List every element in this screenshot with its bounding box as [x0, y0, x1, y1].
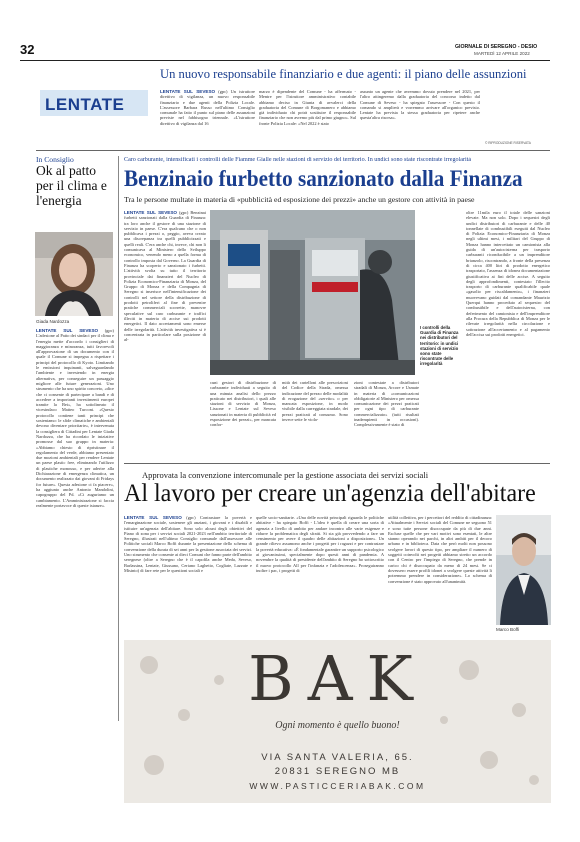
article3-kicker: Approvata la convenzione intercomunale per la gestione associata dei servizi sociali: [142, 470, 429, 480]
article1-bottom-rule: [36, 150, 550, 151]
article2-col5: oltre 11mila euro il totale delle sanzioni elevate. Ma non solo. Dopo i sequestri degli undici distributori di carburante e delle 40 tonnellate di combustibili eseguiti dal Nucleo di Polizia Economico-Finanziaria di Monza negli ultimi mesi, i militari del Gruppo di Monza hanno intercettato un camionista alla guida di un'autocisterna per trasporto carburanti riconducibile a un imprenditore brianzolo, riscontrando, a fronte della presenza di circa 400 litri di prodotto energetico trasportato, l'assenza di idonea documentazione giustificativa ai fini delle accise. A seguito degli approfondimenti, contestato l'illecito trasporto di carburante qualificabile quale «gasolio per riscaldamento», i finanzieri muovevano guidati dal comandante Maurizio Querqui hanno proceduto al sequestro del combustibile e dell'autocisterna, con deferimento del camionista e dell'imprenditore alla Procura della Repubblica di Monza per le rilevate irregolarità nella circolazione e sottrazione all'accertamento e al pagamento dell'accisa sui prodotti energetici.: [466, 210, 550, 337]
article2-subhead: Tra le persone multate in materia di «pubblicità ed esposizione dei prezzi» anche un gestore con attività in paese: [124, 195, 475, 204]
article1-credit: © RIPRODUZIONE RISERVATA: [485, 141, 531, 145]
article2-col3: mità dei cartelloni alle prescrizioni del Codice della Strada, omessa indicazione del prezzo delle modalità di erogazione del «servito» o per mancata esposizione, in modo visibile dalla carreggiata stradale, dei prezzi praticati al consumo. Sono invece sette le viola-: [282, 380, 348, 423]
fuel-pump-image: [210, 210, 415, 375]
bak-logo: BAK: [248, 642, 427, 715]
section-tag: [40, 90, 148, 116]
article3-photo-caption: Marco Boffi: [496, 627, 520, 632]
article3-col3: utilità collettiva, per i percettori del reddito di cittadinanza: «Attualmente i Servizi sociali del Comune ne seguono 51 e sono tutte persone disoccupate da più di due anni. Escluse quelle che per vari motivi sono esentati, le altre stanno operando nei parchi, in altri ambiti per il decoro urbano e in biblioteca. Data che però molti non possono svolgere lavori di questo tipo, per ampliare il numero di soggetti coinvolti nei progetti abbiamo stretto un accordo con il Centro per l'impiego di Seregno, che prende in carico chi è disoccupato da meno di 24 mesi. Se ci dovessero essere profili idonei a svolgere queste attività li potremmo prendere in considerazione». Lo schema di convenzione è stato approvato all'unanimità.: [388, 515, 492, 584]
article3-col1-text: (gpc) Contrastare la povertà e l'emarginazione sociale, sostenere gli anziani, i giovani e i disabili e istituire un'agenzia dell'abitare. Sono solo alcuni degli obiettivi del Piano di zona per i servizi sociali 2021-2023 nell'ambito territoriale di Seregno, illustrati nell'ultimo Consiglio comunale dall'assessore alle Politiche sociali Marco Boffi durante la presentazione dello schema di convenzione della durata di sei anni per la gestione associata dei servizi. Uno strumento che consente ai dieci Comuni che fanno parte dell'ambito seregnese (oltre a Seregno che è il capofila anche Meda, Seveso, Barlassina, Lentate, Giussano, Ceriano Laghetto, Cogliate, Lazzate e Misinto) di fare rete per le questioni sociali e: [124, 515, 252, 573]
sidebar-divider: [118, 156, 119, 721]
article2-kicker: Caro carburante, intensificati i controlli delle Fiamme Gialle nelle stazioni di servizio del territorio. In undici sono state riscontrate irregolarità: [124, 157, 472, 163]
bak-website-link[interactable]: WWW.PASTICCERIABAK.COM: [249, 781, 426, 791]
section-tag-label: LENTATE: [45, 95, 125, 114]
article2-headline: Benzinaio furbetto sanzionato dalla Finanza: [124, 166, 523, 191]
sidebar-body-text: (gpc) L'adesione al Patto dei sindaci per il clima e l'energia mette d'accordo i consiglieri di maggioranza e minoranza, tutti favorevoli all'approvazione di un documento con il quale il Comune si impegna a rispettare i principi del protocollo di Kyoto. Limitando le emissioni inquinanti, salvaguardando l'ambiente e investendo in energia alternativa, per conseguire un passaggio migliore alle future generazioni. Uno strumento che ha uno spirito concreto, «dice che ci consente di partecipare a bandi e di accedere a importanti investimenti europei tramite la Bei», ha sottolineato il vicesindaco Matteo Turconi. «Questo protocollo contiene tanti principi che sosteniamo: le sfide climatiche e ambientali devono diventare prioritarie», è intervenuta la consigliera di Cittadini per Lentate Giada Nardozza, che ha ricordato le iniziative promosse dal suo gruppo in materia: «Abbiamo chiesto di ripristinare il regolamento del verde, abbiamo presentato due mozioni ambientali per rendere Lentate un paese plastic free, eliminando l'utilizzo di plastiche monouso, e per aderire alla Dichiarazione di emergenza climatica, un documento realizzato dai giovani di Fridays for future». Questa adesione ci fa piacere», ha aggiunto anche Antonio Mandolini, capogruppo del Pd. «Ci auguriamo un cambiamento. L'Amministrazione si faccia realmente portavoce di queste istanze».: [36, 328, 114, 508]
article1-col2: marzo è dipendente del Comune - ha affermato - Mentre per l'istruttore amministrativo contabile abbiamo deciso in Giunta di avvalerci della graduatoria del Comune di Borgomanero e abbiamo già individuato chi potrà sostituire il responsabile finanziario che non avremo più dal primo giugno». Sul fronte Polizia Locale: «Nel 2022 è stato: [259, 89, 356, 126]
sidebar-kicker: In Consiglio: [36, 155, 74, 164]
article2-body-kicker: LENTATE SUL SEVESO: [124, 210, 177, 215]
sidebar-photo-caption: Giada Nardozza: [36, 319, 70, 324]
article2-col4: zioni contestate a distributori stradali di Monza, Arcore e Usmate in materia di «comunicazioni obbligatorie al Ministero per omessa comunicazione dei prezzi praticati per ogni tipo di carburante commercializzato» (tutti risultati inadempienti in occasioni). Complessivamente è stato di: [354, 380, 419, 428]
article2-col1-text: (gpc) Benzinai furbetti sanzionati dalla Guardia di Finanza: tra loro anche il gestore di una stazione di servizio in paese. C'era qualcuno che o non pubblicava i prezzi o, peggio, aveva creato una discrepanza tra quelli pubblicizzati e quelli reali. C'era anche chi, invece, chi non li comunicava al Ministero dello Sviluppo economico, venendo meno a quella forma di controllo imposta dal Governo. La Guardia di Finanza ha scoperto e sanzionato i furbetti. L'attività svolta su tutto il territorio provinciale dai finanzieri del Nucleo di Polizia Economico-Finanziaria di Monza, del Gruppo di Monza e della Compagnia di Seregno si inserisce nell'intensificazione dei controlli nel settore della distribuzione di prodotti petroliferi al fine di prevenire pratiche commerciali scorrette, manovre speculative sul caro carburante e traffici illeciti in materia di accise sui prodotti energetici. Il dato accertamenti sono emerse delle irregolarità. L'attività investigativa si è concentrata in particolare sulla posizione di al-: [124, 210, 206, 343]
masthead-rule: [20, 60, 550, 61]
article1-col1-text: (gpc) Un istruttore direttivo di vigilanza, un nuovo responsabile finanziario e due agenti della Polizia Locale. L'assessore Barbara Russo nell'ultimo Consiglio comunale ha fatto il punto sul piano delle assunzioni previste nel fabbisogno triennale. «L'istruttore direttivo di vigilanza dal 16: [160, 89, 255, 126]
page-number: 32: [20, 42, 35, 57]
article1-col3: assunto un agente che avremmo dovuto prendere nel 2021, per l'altro attingeremo dalla graduatoria del concorso indetto dal Comune di Seveso - ha spiegato l'assessore - Con questo il comando si amplierà e vorremmo arrivare all'organico previsto. Lentate ha prevista la stessa graduatoria per ripetere anche questa'altra risorsa».: [360, 89, 480, 121]
article3-col2: quelle socio-sanitarie. «Una delle novità principali riguarda le politiche abitative - ha spiegato Boffi - L'idea è quella di creare una sorta di agenzia a livello di ambito per andare incontro alle varie esigenze e ridurre la problematica degli sfratti. Si sta già provvedendo a fare un censimento per avere il quadro delle abitazioni a disposizione». Un grande rilievo assumono anche i progetti per i ragazzi e per contrastare la povertà educativa: «È fondamentale garantire un supporto psicologico ai giovanissimi, specialmente dopo questi anni di pandemia. A novembre la qualità di presidente dell'ambito di Seregno ho sottoscritto il nuovo protocollo All per l'infanzia e l'adolescenza». Proseguiranno inoltre i pac, i progetti di: [256, 515, 384, 573]
article3-col1: [124, 515, 252, 633]
article2-photo-caption: I controlli della Guardia di Finanza nei distributori del territorio: in undici stazioni di servizio sono state riscontrate delle irregolarità: [420, 325, 459, 367]
sidebar-body-kicker: LENTATE SUL SEVESO: [36, 328, 99, 333]
article1-headline: Un nuovo responsabile finanziario e due agenti: il piano delle assunzioni: [160, 67, 527, 81]
article1-kicker: LENTATE SUL SEVESO: [160, 89, 216, 94]
article3-photo: [496, 515, 551, 625]
article2-bottom-rule: [124, 463, 550, 464]
bak-advertisement[interactable]: [124, 640, 551, 803]
article2-photo: [210, 210, 415, 375]
bak-address-line2: 20831 SEREGNO MB: [274, 766, 401, 777]
bak-tagline: Ogni momento è quello buono!: [275, 720, 400, 731]
article2-col2: cuni gestori di distribuzione di carburante individuati a seguito di una minuta analisi dello prezzo praticato nei distributori, i quali alle stazioni di servizio di Monza, Lissone e Lentate sul Seveso sanzionati in materia di pubblicità ed esposizione dei prezzi», per mancata confor-: [210, 380, 276, 428]
article1-col1: [160, 89, 255, 145]
article2-col1: [124, 210, 206, 455]
sidebar-headline: Ok al patto per il clima e l'energia: [36, 163, 107, 208]
issue-date: MARTEDÌ 12 APRILE 2022: [474, 51, 530, 56]
portrait-man-image: [496, 515, 551, 625]
article3-body-kicker: LENTATE SUL SEVESO: [124, 515, 182, 520]
newspaper-name: GIORNALE DI SEREGNO - DESIO: [455, 44, 538, 50]
bak-address-line1: VIA SANTA VALERIA, 65.: [261, 752, 414, 763]
sidebar-body: [36, 328, 114, 720]
portrait-woman-image: [35, 232, 113, 316]
sidebar-photo: [35, 232, 113, 316]
article3-headline: Al lavoro per creare un'agenzia dell'abitare: [124, 480, 536, 507]
